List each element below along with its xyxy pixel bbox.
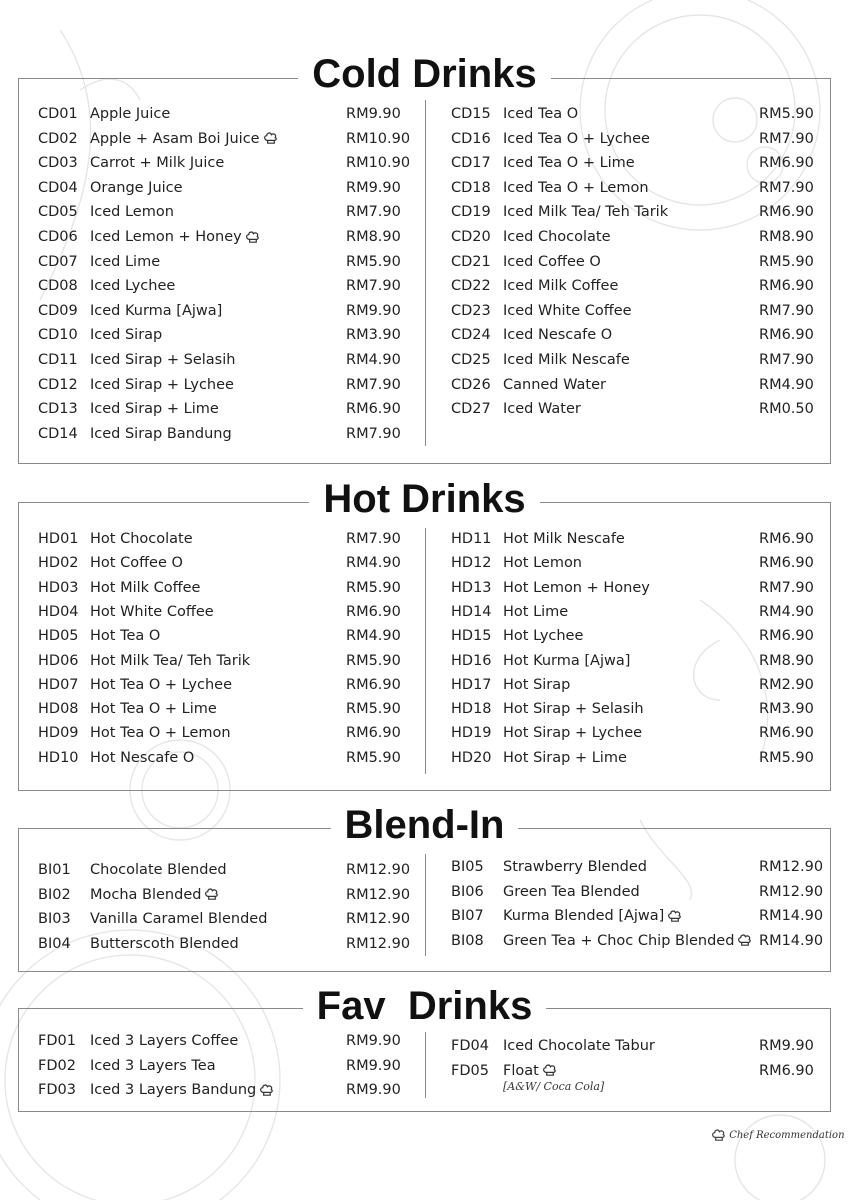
item-code: HD12 <box>451 555 492 572</box>
item-price: RM5.90 <box>759 749 814 766</box>
item-price: RM7.90 <box>759 130 814 147</box>
item-name: Green Tea Blended <box>503 883 640 900</box>
item-name: Kurma Blended [Ajwa] <box>503 904 682 928</box>
item-code: BI01 <box>38 862 71 878</box>
menu-item <box>451 102 823 126</box>
item-code: HD20 <box>451 749 492 766</box>
menu-item <box>451 673 823 697</box>
menu-item <box>451 600 823 624</box>
item-name: Iced Kurma [Ajwa] <box>90 302 223 319</box>
item-price: RM6.90 <box>759 327 814 344</box>
item-name: Hot Lime <box>503 603 569 620</box>
item-name: Iced 3 Layers Tea <box>90 1057 216 1074</box>
menu-item <box>38 250 410 274</box>
item-name: Orange Juice <box>90 179 183 196</box>
menu-item <box>451 649 823 673</box>
item-name: Iced Sirap + Lime <box>90 401 219 418</box>
fav-drinks-divider <box>425 1032 426 1098</box>
item-code: HD16 <box>451 652 492 669</box>
item-price: RM8.90 <box>759 652 814 669</box>
item-price: RM9.90 <box>346 106 401 122</box>
menu-item <box>38 600 410 624</box>
item-price: RM9.90 <box>346 1057 401 1074</box>
item-code: CD08 <box>38 278 78 295</box>
item-price: RM4.90 <box>759 376 814 393</box>
menu-item <box>451 397 823 421</box>
item-name: Iced Lemon + Honey <box>90 225 260 249</box>
item-name: Iced Chocolate <box>503 229 611 245</box>
chef-hat-icon <box>259 1083 274 1098</box>
chef-hat-icon <box>263 131 278 146</box>
item-name: Iced Water <box>503 401 581 418</box>
item-name: Iced Milk Tea/ Teh Tarik <box>503 204 669 221</box>
item-name: Hot Sirap <box>503 676 571 693</box>
menu-item <box>451 200 823 224</box>
item-code: CD27 <box>451 401 491 418</box>
hot-drinks-divider <box>425 528 426 774</box>
item-name: Butterscoth Blended <box>90 935 239 952</box>
item-name: Iced Nescafe O <box>503 327 613 344</box>
item-code: HD08 <box>38 701 79 718</box>
item-price: RM5.90 <box>759 253 814 270</box>
chef-hat-icon <box>737 933 752 948</box>
menu-item <box>38 673 410 697</box>
item-code: CD05 <box>38 204 78 221</box>
item-code: HD06 <box>38 652 79 669</box>
item-name: Iced Tea O + Lychee <box>503 130 650 147</box>
item-code: BI08 <box>451 932 484 949</box>
item-code: HD13 <box>451 579 492 596</box>
item-name: Hot Lychee <box>503 628 584 645</box>
menu-item <box>451 697 823 721</box>
item-code: CD12 <box>38 376 78 393</box>
item-name: Iced White Coffee <box>503 302 632 319</box>
menu-item <box>38 858 410 882</box>
menu-item <box>38 1078 410 1102</box>
item-code: BI04 <box>38 935 71 952</box>
item-code: HD10 <box>38 749 79 766</box>
item-price: RM5.90 <box>346 652 401 669</box>
menu-item <box>38 274 410 298</box>
item-name: Iced Lime <box>90 253 161 270</box>
item-price: RM8.90 <box>759 229 814 245</box>
menu-item <box>451 929 823 953</box>
item-price: RM2.90 <box>759 676 814 693</box>
menu-item <box>451 225 823 249</box>
item-price: RM7.90 <box>759 302 814 319</box>
item-name: Hot Kurma [Ajwa] <box>503 652 631 669</box>
menu-item <box>451 721 823 745</box>
menu-item <box>38 176 410 200</box>
item-price: RM6.90 <box>346 725 401 742</box>
menu-item <box>38 697 410 721</box>
item-price: RM4.90 <box>346 628 401 645</box>
item-price: RM7.90 <box>346 531 401 547</box>
item-name: Hot Coffee O <box>90 555 183 572</box>
menu-item <box>451 624 823 648</box>
item-name: Iced Chocolate Tabur <box>503 1038 655 1054</box>
menu-item <box>38 883 410 907</box>
item-code: CD22 <box>451 278 491 295</box>
menu-item <box>38 422 410 446</box>
item-price: RM5.90 <box>759 106 814 122</box>
menu-item <box>451 373 823 397</box>
item-code: CD17 <box>451 155 491 172</box>
item-price: RM6.90 <box>759 1062 814 1079</box>
item-code: HD11 <box>451 531 492 547</box>
item-code: CD13 <box>38 401 78 418</box>
item-code: HD07 <box>38 676 79 693</box>
item-name: Carrot + Milk Juice <box>90 155 225 172</box>
menu-item <box>38 151 410 175</box>
chef-hat-icon <box>245 230 260 245</box>
item-name: Iced Sirap <box>90 327 163 344</box>
menu-item <box>38 127 410 151</box>
menu-item <box>38 373 410 397</box>
item-code: BI02 <box>38 886 71 903</box>
item-price: RM4.90 <box>346 555 401 572</box>
item-code: HD17 <box>451 676 492 693</box>
item-name: Hot Sirap + Lychee <box>503 725 643 742</box>
menu-item <box>38 200 410 224</box>
item-code: CD16 <box>451 130 491 147</box>
menu-item <box>38 397 410 421</box>
item-price: RM6.90 <box>759 204 814 221</box>
chef-hat-icon <box>667 909 682 924</box>
menu-item <box>451 348 823 372</box>
item-name: Chocolate Blended <box>90 862 227 878</box>
item-price: RM9.90 <box>759 1038 814 1054</box>
item-code: CD10 <box>38 327 78 344</box>
item-price: RM14.90 <box>759 908 824 924</box>
item-name: Float <box>503 1059 557 1083</box>
menu-item <box>451 880 823 904</box>
menu-item <box>38 624 410 648</box>
legend-label: Chef Recommendation <box>729 1130 845 1141</box>
item-code: HD01 <box>38 531 79 547</box>
item-code: CD24 <box>451 327 491 344</box>
item-code: CD26 <box>451 376 491 393</box>
menu-item <box>451 576 823 600</box>
blend-in-divider <box>425 854 426 956</box>
item-price: RM9.90 <box>346 1033 401 1049</box>
menu-item <box>451 904 823 928</box>
item-code: HD03 <box>38 579 79 596</box>
item-price: RM10.90 <box>346 155 411 172</box>
fav-drinks-title: Fav Drinks <box>0 983 849 1029</box>
item-name: Iced Lemon <box>90 204 174 221</box>
item-code: HD02 <box>38 555 79 572</box>
menu-item <box>451 151 823 175</box>
menu-item <box>38 1029 410 1053</box>
item-name: Hot Lemon <box>503 555 582 572</box>
blend-in-title: Blend-In <box>0 802 849 848</box>
item-price: RM9.90 <box>346 302 401 319</box>
item-name: Hot Milk Coffee <box>90 579 201 596</box>
item-name: Hot Tea O + Lychee <box>90 676 232 693</box>
item-price: RM7.90 <box>346 278 401 295</box>
item-code: FD03 <box>38 1082 76 1099</box>
chef-hat-icon <box>542 1063 557 1078</box>
item-name: Iced Tea O + Lemon <box>503 179 649 196</box>
item-name: Hot Tea O <box>90 628 161 645</box>
item-name: Apple + Asam Boi Juice <box>90 127 278 151</box>
item-name: Hot Sirap + Selasih <box>503 701 644 718</box>
item-code: HD05 <box>38 628 79 645</box>
item-code: CD01 <box>38 106 78 122</box>
menu-item <box>451 1034 823 1058</box>
item-code: FD05 <box>451 1062 489 1079</box>
item-price: RM4.90 <box>759 603 814 620</box>
item-price: RM12.90 <box>759 859 824 875</box>
menu-item <box>38 576 410 600</box>
item-code: FD01 <box>38 1033 76 1049</box>
item-note: [A&W/ Coca Cola] <box>503 1079 605 1093</box>
menu-item <box>451 323 823 347</box>
item-code: CD25 <box>451 352 491 368</box>
item-code: CD09 <box>38 302 78 319</box>
item-code: CD06 <box>38 229 78 245</box>
item-name: Mocha Blended <box>90 883 219 907</box>
item-price: RM10.90 <box>346 130 411 147</box>
hot-drinks-title: Hot Drinks <box>0 476 849 522</box>
item-name: Vanilla Caramel Blended <box>90 911 268 927</box>
menu-item <box>451 855 823 879</box>
item-price: RM9.90 <box>346 179 401 196</box>
item-price: RM7.90 <box>346 376 401 393</box>
item-name: Iced Lychee <box>90 278 176 295</box>
menu-item <box>38 649 410 673</box>
item-code: FD04 <box>451 1038 489 1054</box>
item-code: CD20 <box>451 229 491 245</box>
item-price: RM12.90 <box>346 935 411 952</box>
item-price: RM5.90 <box>346 579 401 596</box>
menu-item <box>38 1054 410 1078</box>
item-price: RM6.90 <box>759 628 814 645</box>
item-price: RM12.90 <box>346 911 411 927</box>
menu-item <box>38 102 410 126</box>
item-price: RM12.90 <box>346 862 411 878</box>
cold-drinks-title: Cold Drinks <box>0 51 849 97</box>
item-price: RM3.90 <box>759 701 814 718</box>
item-code: CD04 <box>38 179 78 196</box>
item-price: RM8.90 <box>346 229 401 245</box>
menu-item <box>38 527 410 551</box>
item-price: RM6.90 <box>346 401 401 418</box>
item-name: Canned Water <box>503 376 606 393</box>
menu-item <box>38 721 410 745</box>
item-code: BI06 <box>451 883 484 900</box>
chef-recommendation-legend <box>708 1128 845 1143</box>
item-name: Iced Coffee O <box>503 253 601 270</box>
menu-item <box>38 348 410 372</box>
item-name: Iced Milk Coffee <box>503 278 619 295</box>
item-code: CD19 <box>451 204 491 221</box>
item-name: Iced Sirap + Lychee <box>90 376 234 393</box>
menu-item <box>451 274 823 298</box>
menu-item <box>451 551 823 575</box>
item-price: RM6.90 <box>346 603 401 620</box>
item-code: BI07 <box>451 908 484 924</box>
item-price: RM7.90 <box>759 352 814 368</box>
item-name: Hot Tea O + Lemon <box>90 725 231 742</box>
item-name: Hot Milk Nescafe <box>503 531 625 547</box>
item-name: Hot Chocolate <box>90 531 193 547</box>
item-price: RM12.90 <box>346 886 411 903</box>
item-code: CD03 <box>38 155 78 172</box>
item-name: Hot Lemon + Honey <box>503 579 650 596</box>
item-code: HD14 <box>451 603 492 620</box>
item-price: RM6.90 <box>759 725 814 742</box>
item-code: BI05 <box>451 859 484 875</box>
item-price: RM14.90 <box>759 932 824 949</box>
item-code: HD09 <box>38 725 79 742</box>
item-code: HD18 <box>451 701 492 718</box>
item-name: Hot Sirap + Lime <box>503 749 627 766</box>
item-code: HD04 <box>38 603 79 620</box>
item-name: Strawberry Blended <box>503 859 647 875</box>
item-code: CD23 <box>451 302 491 319</box>
menu-item <box>38 225 410 249</box>
menu-item <box>38 299 410 323</box>
item-price: RM5.90 <box>346 253 401 270</box>
item-code: CD21 <box>451 253 491 270</box>
item-price: RM7.90 <box>759 579 814 596</box>
menu-item <box>451 127 823 151</box>
item-code: HD19 <box>451 725 492 742</box>
item-price: RM7.90 <box>346 425 401 442</box>
chef-hat-icon <box>204 887 219 902</box>
menu-item <box>38 932 410 956</box>
chef-hat-icon <box>711 1128 726 1143</box>
menu-item <box>38 323 410 347</box>
item-code: CD02 <box>38 130 78 147</box>
item-name: Hot White Coffee <box>90 603 214 620</box>
item-code: CD14 <box>38 425 78 442</box>
menu-item <box>38 551 410 575</box>
item-price: RM7.90 <box>346 204 401 221</box>
item-code: HD15 <box>451 628 492 645</box>
item-price: RM5.90 <box>346 701 401 718</box>
menu-item <box>451 176 823 200</box>
item-name: Iced Sirap Bandung <box>90 425 232 442</box>
menu-item <box>451 746 823 770</box>
item-code: CD11 <box>38 352 78 368</box>
item-code: CD07 <box>38 253 78 270</box>
item-name: Iced Tea O + Lime <box>503 155 635 172</box>
item-price: RM12.90 <box>759 883 824 900</box>
item-price: RM4.90 <box>346 352 401 368</box>
item-code: FD02 <box>38 1057 76 1074</box>
item-price: RM6.90 <box>346 676 401 693</box>
item-name: Iced Sirap + Selasih <box>90 352 236 368</box>
menu-item <box>451 527 823 551</box>
item-name: Hot Tea O + Lime <box>90 701 217 718</box>
item-name: Apple Juice <box>90 106 171 122</box>
item-price: RM6.90 <box>759 531 814 547</box>
item-name: Iced 3 Layers Bandung <box>90 1078 274 1102</box>
item-price: RM3.90 <box>346 327 401 344</box>
item-price: RM0.50 <box>759 401 814 418</box>
item-name: Iced Tea O <box>503 106 579 122</box>
cold-drinks-divider <box>425 100 426 446</box>
item-name: Green Tea + Choc Chip Blended <box>503 929 752 953</box>
item-price: RM6.90 <box>759 555 814 572</box>
item-code: CD15 <box>451 106 491 122</box>
item-price: RM9.90 <box>346 1082 401 1099</box>
item-name: Hot Milk Tea/ Teh Tarik <box>90 652 251 669</box>
item-price: RM6.90 <box>759 155 814 172</box>
item-price: RM7.90 <box>759 179 814 196</box>
item-name: Iced Milk Nescafe <box>503 352 630 368</box>
menu-item <box>38 907 410 931</box>
item-price: RM5.90 <box>346 749 401 766</box>
item-code: BI03 <box>38 911 71 927</box>
item-name: Hot Nescafe O <box>90 749 195 766</box>
item-price: RM6.90 <box>759 278 814 295</box>
item-name: Iced 3 Layers Coffee <box>90 1033 239 1049</box>
menu-item <box>451 299 823 323</box>
menu-item <box>38 746 410 770</box>
item-code: CD18 <box>451 179 491 196</box>
menu-item <box>451 250 823 274</box>
